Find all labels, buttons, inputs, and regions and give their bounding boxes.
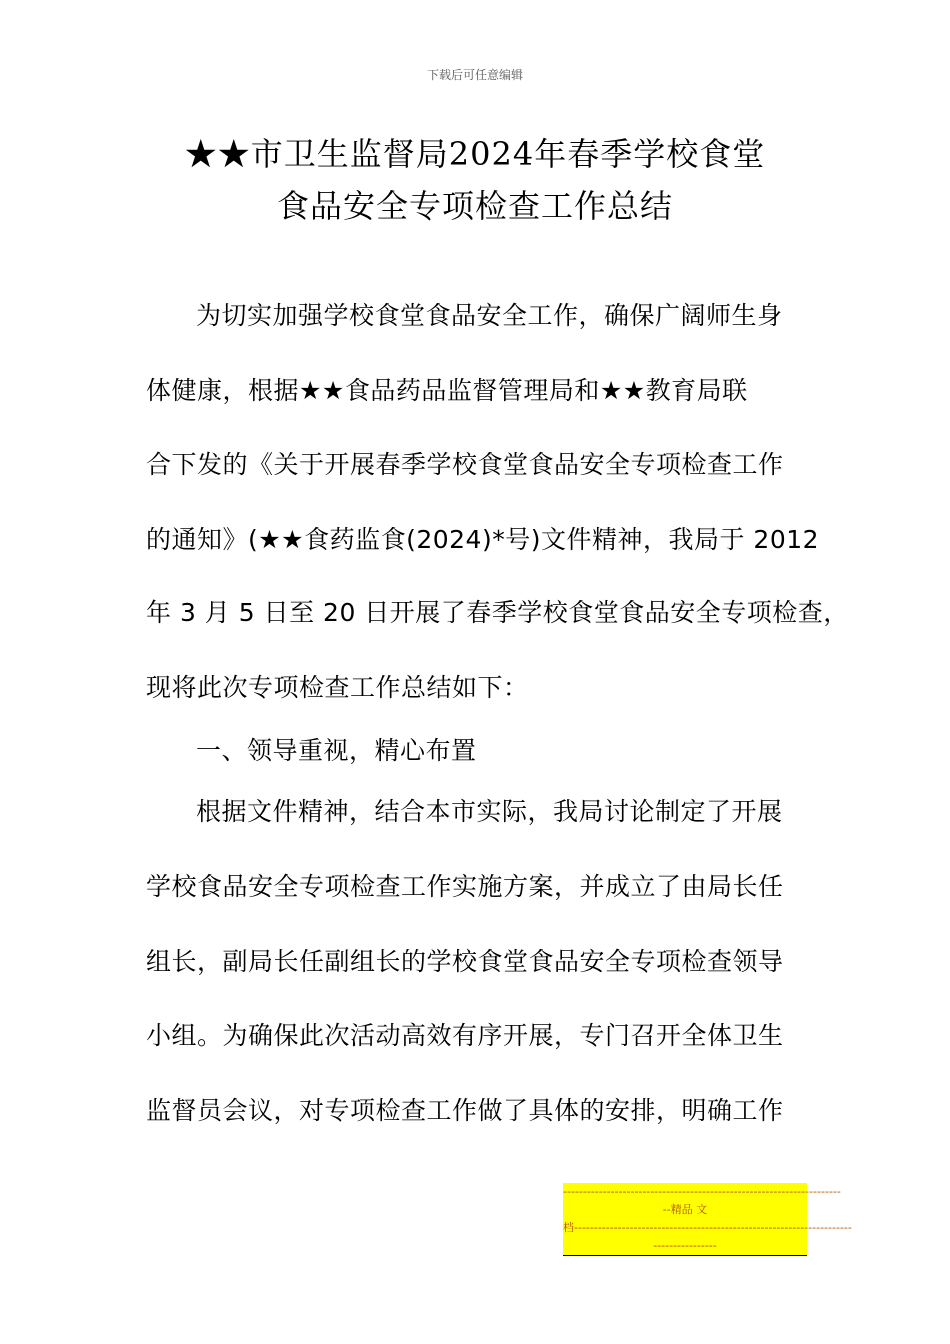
paragraph-line: 合下发的《关于开展春季学校食堂食品安全专项检查工作 [146,450,784,479]
paragraph-line: 学校食品安全专项检查工作实施方案，并成立了由局长任 [146,872,784,901]
header-note: 下载后可任意编辑 [426,68,523,82]
paragraph-line: 现将此次专项检查工作总结如下： [146,673,529,702]
footer-dashes-top: ---------------------------------------------------------------------- [563,1185,841,1198]
document-title-line-2: 食品安全专项检查工作总结 [276,187,673,225]
paragraph-line: 小组。为确保此次活动高效有序开展，专门召开全体卫生 [146,1021,784,1050]
paragraph-line: 体健康，根据★★食品药品监督管理局和★★教育局联 [146,376,748,405]
paragraph-line: 的通知》(★★食药监食(2024)*号)文件精神，我局于 2012 [146,525,820,554]
document-title-line-1: ★★市卫生监督局2024年春季学校食堂 [184,135,766,173]
footer-watermark-box [563,1183,852,1256]
paragraph-line: 组长，副局长任副组长的学校食堂食品安全专项检查领导 [146,947,784,976]
paragraph-line: 根据文件精神，结合本市实际，我局讨论制定了开展 [196,797,783,826]
paragraph-line: 监督员会议，对专项检查工作做了具体的安排，明确工作 [146,1096,784,1125]
paragraph-line: 年 3 月 5 日至 20 日开展了春季学校食堂食品安全专项检查， [146,598,849,627]
footer-label-a: --精品 文 [662,1203,708,1216]
footer-label-b: 档 [563,1221,574,1234]
footer-dashes-end: ---------------- [653,1239,717,1252]
section-heading: 一、领导重视，精心布置 [196,736,477,765]
footer-dashes-mid: ---------------------------------------------------------------------- [574,1221,852,1234]
paragraph-line: 为切实加强学校食堂食品安全工作，确保广阔师生身 [196,301,783,330]
